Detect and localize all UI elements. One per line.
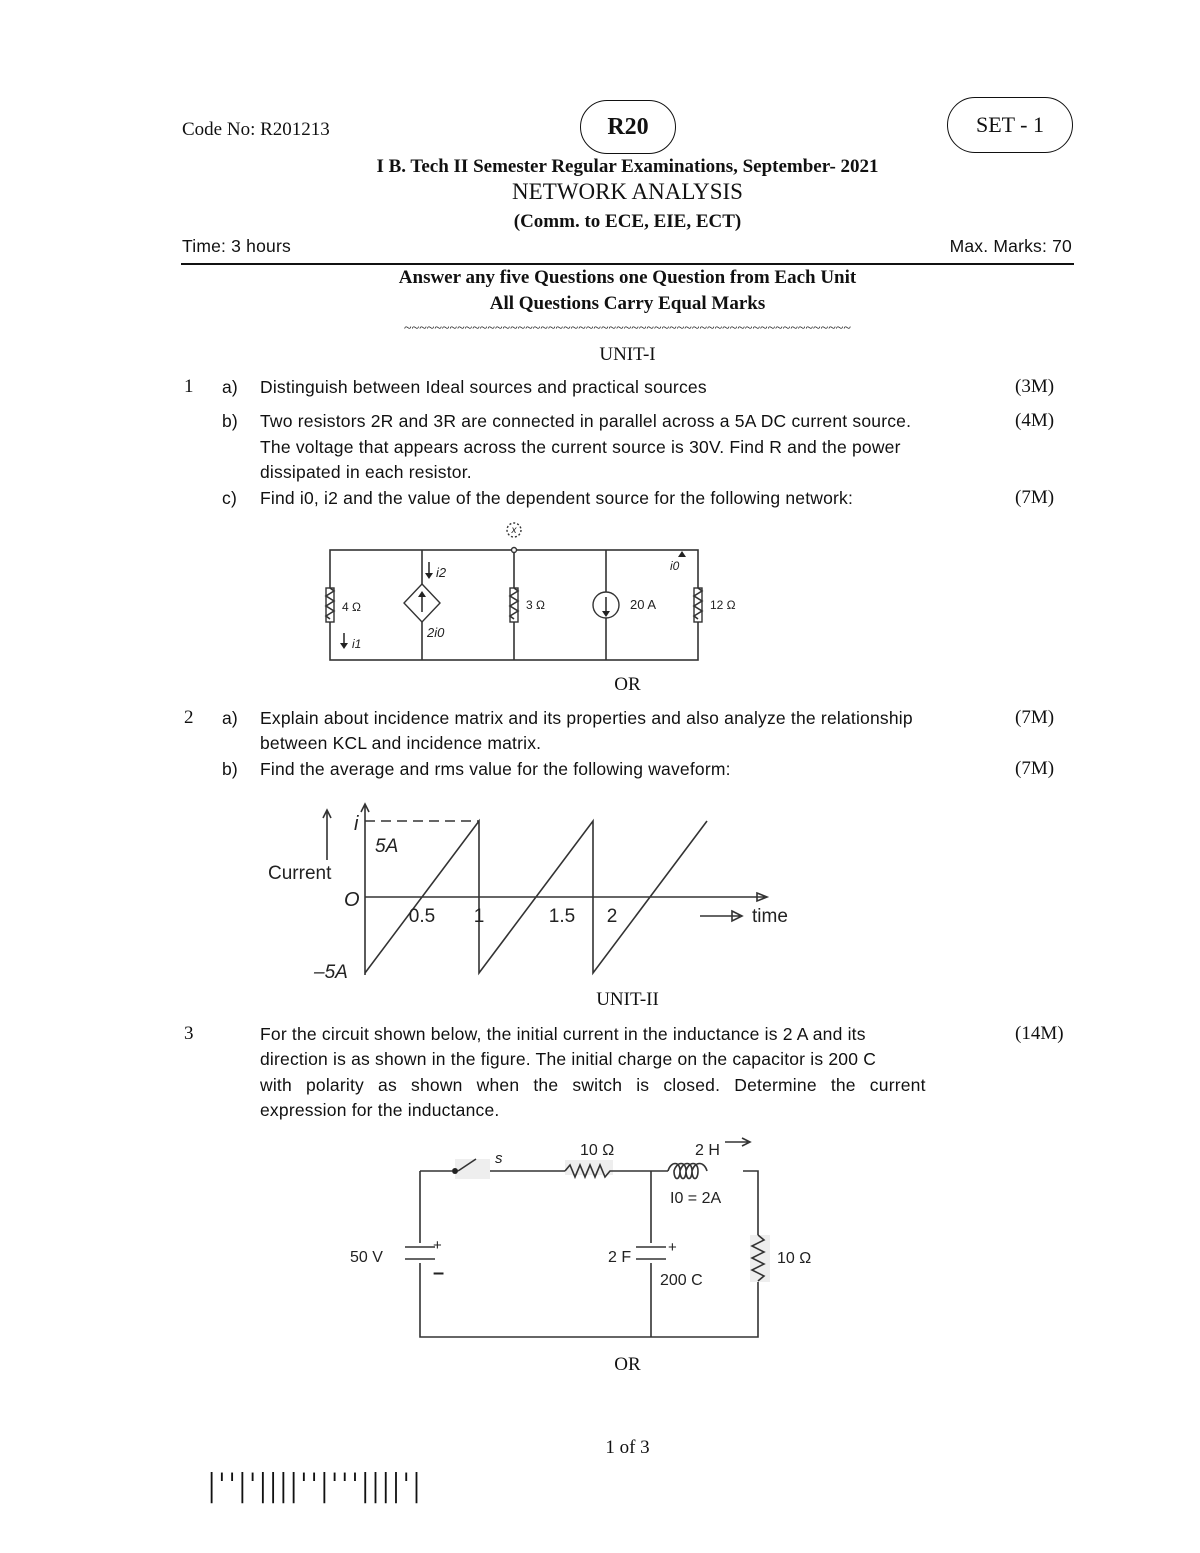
origin-label: O (344, 889, 360, 911)
resistor-10-ohm-top-label: 10 Ω (580, 1142, 615, 1159)
unit-1-title: UNIT-I (599, 344, 656, 365)
q2b-text: Find the average and rms value for the following waveform: (260, 759, 731, 779)
i2-label: i2 (436, 565, 447, 580)
x-tick: 2 (606, 906, 618, 927)
q1c-marks: (7M) (1015, 487, 1055, 508)
circuit-diagram-3 (340, 1130, 840, 1350)
q2a-label: a) (222, 708, 238, 728)
plus-sign: + (433, 1237, 442, 1254)
inductor-label: 2 H (695, 1142, 720, 1159)
charge-label: 200 C (660, 1272, 703, 1289)
plus-sign: + (668, 1239, 677, 1256)
resistor-4-ohm-label: 4 Ω (342, 600, 361, 614)
q3-marks: (14M) (1015, 1023, 1064, 1044)
q1b-text-3: dissipated in each resistor. (260, 462, 472, 482)
y-axis-label: Current (268, 863, 332, 884)
q3-text-4: expression for the inductance. (260, 1100, 500, 1120)
q3-number: 3 (184, 1023, 194, 1044)
ymin-label: –5A (314, 962, 348, 983)
q3-text-3: with polarity as shown when the switch is closed. Determine the current (260, 1075, 926, 1095)
q1c-label: c) (222, 488, 237, 508)
sawtooth-waveform (260, 800, 810, 983)
capacitor-label: 2 F (608, 1249, 632, 1266)
q2-number: 2 (184, 707, 194, 728)
q3-text-2: direction is as shown in the figure. The initial charge on the capacitor is 200 C (260, 1049, 877, 1069)
q1a-marks: (3M) (1015, 376, 1055, 397)
resistor-3-ohm-label: 3 Ω (526, 598, 545, 612)
time: Time: 3 hours (182, 236, 291, 256)
resistor-10-ohm-right-label: 10 Ω (777, 1250, 812, 1267)
separator: ~~~~~~~~~~~~~~~~~~~~~~~~~~~~~~~~~~~~~~~~~~~~~~~~~~~~~~~~~~~ (404, 321, 851, 336)
set-badge: SET - 1 (947, 97, 1073, 153)
instruction-2: All Questions Carry Equal Marks (489, 293, 766, 314)
code-number: Code No: R201213 (182, 119, 330, 140)
switch-label: s (495, 1150, 503, 1167)
instruction-1: Answer any five Questions one Question from Each Unit (398, 267, 857, 288)
divider (181, 263, 1074, 265)
node-x-label: x (511, 525, 517, 536)
max-marks: Max. Marks: 70 (949, 236, 1072, 256)
q1-number: 1 (184, 376, 194, 397)
or-2: OR (614, 1354, 641, 1375)
voltage-source-label: 50 V (350, 1249, 383, 1266)
x-axis-label: time (752, 906, 788, 927)
x-tick: 0.5 (408, 906, 436, 927)
branches: (Comm. to ECE, EIE, ECT) (513, 211, 742, 232)
regulation-badge: R20 (580, 100, 676, 154)
q1a-text: Distinguish between Ideal sources and practical sources (260, 377, 707, 397)
resistor-12-ohm-label: 12 Ω (710, 598, 736, 612)
q2a-text-2: between KCL and incidence matrix. (260, 733, 542, 753)
current-source-label: 20 A (630, 597, 657, 612)
unit-2-title: UNIT-II (596, 989, 659, 1010)
q2a-marks: (7M) (1015, 707, 1055, 728)
initial-current-label: I0 = 2A (670, 1190, 722, 1207)
q1c-text: Find i0, i2 and the value of the dependent source for the following network: (260, 488, 854, 508)
q2b-label: b) (222, 759, 238, 779)
minus-sign: – (433, 1262, 445, 1284)
barcode: |''|'||||''|'''||||'| (205, 1468, 421, 1504)
or-1: OR (614, 674, 641, 695)
q1b-marks: (4M) (1015, 410, 1055, 431)
i1-label: i1 (352, 637, 362, 651)
q1b-text-2: The voltage that appears across the current source is 30V. Find R and the power (260, 437, 901, 457)
q1b-label: b) (222, 411, 238, 431)
q2b-marks: (7M) (1015, 758, 1055, 779)
q1a-label: a) (222, 377, 238, 397)
i0-label: i0 (670, 559, 680, 573)
dependent-source-label: 2i0 (427, 625, 445, 640)
x-tick: 1.5 (548, 906, 576, 927)
q3-text-1: For the circuit shown below, the initial current in the inductance is 2 A and its (260, 1024, 866, 1044)
x-tick: 1 (473, 906, 485, 927)
ymax-label: 5A (375, 836, 399, 857)
page-number: 1 of 3 (605, 1437, 650, 1458)
exam-title: I B. Tech II Semester Regular Examinations, September- 2021 (376, 156, 879, 177)
circuit-diagram-1 (320, 515, 736, 665)
q1b-text-1: Two resistors 2R and 3R are connected in parallel across a 5A DC current source. (260, 411, 912, 431)
q2a-text-1: Explain about incidence matrix and its properties and also analyze the relationship (260, 708, 913, 728)
subject-title: NETWORK ANALYSIS (512, 179, 743, 204)
y-var-label: i (354, 813, 359, 835)
